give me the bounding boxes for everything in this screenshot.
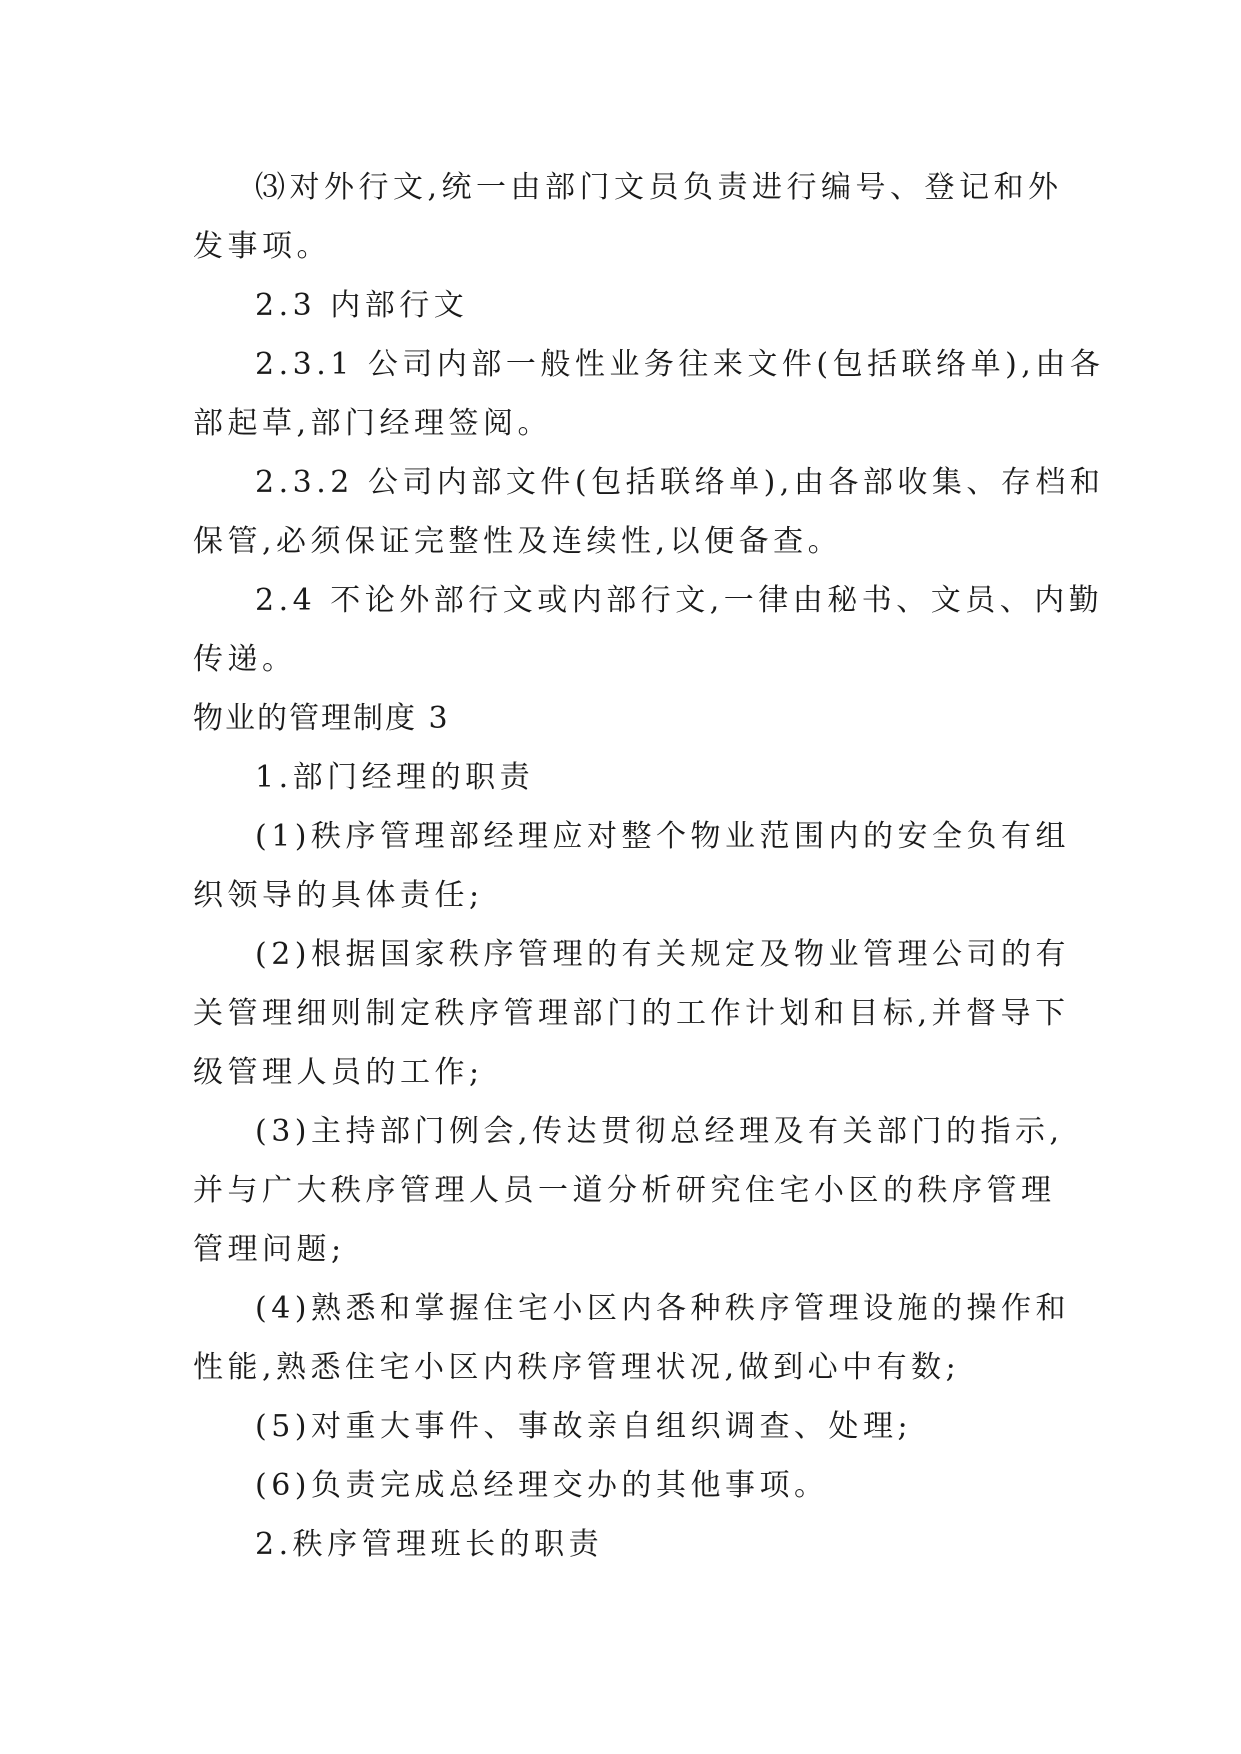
text-line: 发事项。 xyxy=(193,229,331,264)
text-line: (6)负责完成总经理交办的其他事项。 xyxy=(255,1468,829,1503)
text-line: 级管理人员的工作; xyxy=(193,1055,484,1090)
text-line: 性能,熟悉住宅小区内秩序管理状况,做到心中有数; xyxy=(193,1350,961,1385)
section-heading: 2.秩序管理班长的职责 xyxy=(255,1527,604,1562)
text-line: ⑶对外行文,统一由部门文员负责进行编号、登记和外 xyxy=(255,170,1063,205)
text-line: 2.4 不论外部行文或内部行文,一律由秘书、文员、内勤 xyxy=(255,583,1104,618)
text-line: 管理问题; xyxy=(193,1232,346,1267)
text-line: 部起草,部门经理签阅。 xyxy=(193,406,553,441)
text-line: 2.3.2 公司内部文件(包括联络单),由各部收集、存档和 xyxy=(255,465,1105,500)
section-heading: 1.部门经理的职责 xyxy=(255,760,535,795)
text-line: 保管,必须保证完整性及连续性,以便备查。 xyxy=(193,524,843,559)
text-line: 织领导的具体责任; xyxy=(193,878,484,913)
text-line: (2)根据国家秩序管理的有关规定及物业管理公司的有 xyxy=(255,937,1070,972)
text-line: 关管理细则制定秩序管理部门的工作计划和目标,并督导下 xyxy=(193,996,1070,1031)
text-line: (4)熟悉和掌握住宅小区内各种秩序管理设施的操作和 xyxy=(255,1291,1070,1326)
document-title: 物业的管理制度 3 xyxy=(193,701,450,736)
text-line: 传递。 xyxy=(193,642,297,677)
text-line: 并与广大秩序管理人员一道分析研究住宅小区的秩序管理 xyxy=(193,1173,1056,1208)
text-line: (3)主持部门例会,传达贯彻总经理及有关部门的指示, xyxy=(255,1114,1064,1149)
text-line: 2.3.1 公司内部一般性业务往来文件(包括联络单),由各 xyxy=(255,347,1105,382)
document-body xyxy=(193,158,1105,1574)
text-line: (1)秩序管理部经理应对整个物业范围内的安全负有组 xyxy=(255,819,1070,854)
section-heading: 2.3 内部行文 xyxy=(255,288,469,323)
text-line: (5)对重大事件、事故亲自组织调查、处理; xyxy=(255,1409,913,1444)
